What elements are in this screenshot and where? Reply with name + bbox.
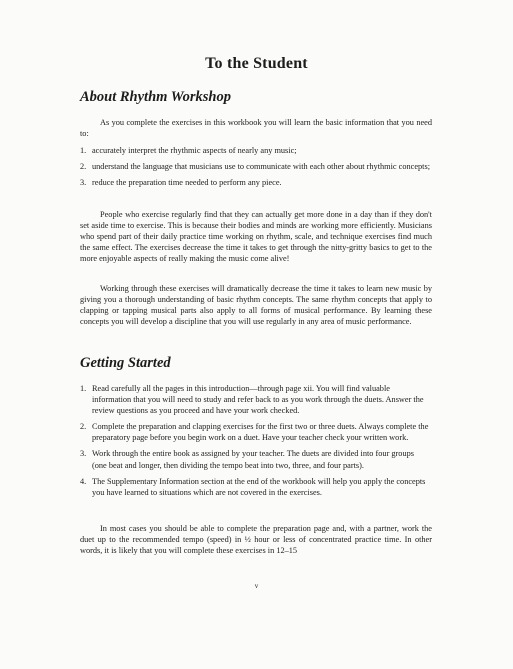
- list-item-text: reduce the preparation time needed to perform any piece.: [92, 178, 282, 188]
- list-item-text: Complete the preparation and clapping exercises for the first two or three duets. Always complete the preparatory page before you begin work on a duet. Have your teacher check your written work.: [92, 422, 429, 443]
- list-item-text: Read carefully all the pages in this introduction—through page xii. You will find valuable information that you will need to study and refer back to as you work through the duets. Answer the review questions as you proceed and have your work checked.: [92, 384, 424, 416]
- list-item-number: 3.: [80, 449, 87, 459]
- list-item-text: Work through the entire book as assigned by your teacher. The duets are divided into four groups (one beat and longer, then dividing the tempo beat into two, three, and four parts).: [92, 449, 414, 470]
- list-item-number: 1.: [80, 146, 87, 155]
- list-item-number: 3.: [80, 178, 87, 188]
- section-heading-getting-started: Getting Started: [80, 355, 171, 371]
- list-item: [80, 383, 430, 416]
- list-item: [80, 448, 430, 470]
- list-item: [80, 145, 430, 156]
- list-item-number: 2.: [80, 162, 87, 172]
- about-goals-list: [80, 145, 430, 193]
- list-item-text: The Supplementary Information section at the end of the workbook will help you apply the concepts you have learned to situations which are not covered in the exercises.: [92, 476, 426, 497]
- list-item-text: understand the language that musicians use to communicate with each other about rhythmic concepts;: [92, 162, 430, 172]
- getting-started-list: [80, 383, 430, 503]
- list-item: [80, 177, 430, 188]
- list-item-number: 1.: [80, 384, 87, 393]
- about-intro-paragraph: As you complete the exercises in this workbook you will learn the basic information that you need to:: [80, 118, 432, 139]
- list-item: [80, 161, 430, 172]
- about-paragraph-2: People who exercise regularly find that they can actually get more done in a day than if they don't set aside time to exercise. This is because their bodies and minds are working more efficiently. Musicians who spend part of their daily practice time working on rhythm, scale, and technique exercises find much the same effect. The exercises decrease the time it takes to get through the nitty-gritty basics to get to the more enjoyable aspects of really making the music come alive!: [80, 210, 432, 264]
- getting-started-closing-paragraph: In most cases you should be able to complete the preparation page and, with a partner, work the duet up to the recommended tempo (speed) in ½ hour or less of concentrated practice time. In other words, it is likely that you will complete these exercises in 12–15: [80, 524, 432, 556]
- list-item-number: 2.: [80, 422, 87, 432]
- about-paragraph-3: Working through these exercises will dramatically decrease the time it takes to learn new music by giving you a thorough understanding of basic rhythm concepts. The same rhythm concepts that apply to clapping or tapping musical parts also apply to all forms of musical performance. By learning these concepts you will develop a discipline that you will use regularly in any area of music performance.: [80, 284, 432, 327]
- section-heading-about: About Rhythm Workshop: [80, 89, 231, 105]
- list-item: [80, 421, 430, 443]
- list-item-number: 4.: [80, 476, 87, 486]
- list-item: [80, 476, 430, 498]
- page-title: To the Student: [205, 55, 308, 72]
- page-number: v: [254, 582, 259, 590]
- list-item-text: accurately interpret the rhythmic aspects of nearly any music;: [92, 146, 297, 155]
